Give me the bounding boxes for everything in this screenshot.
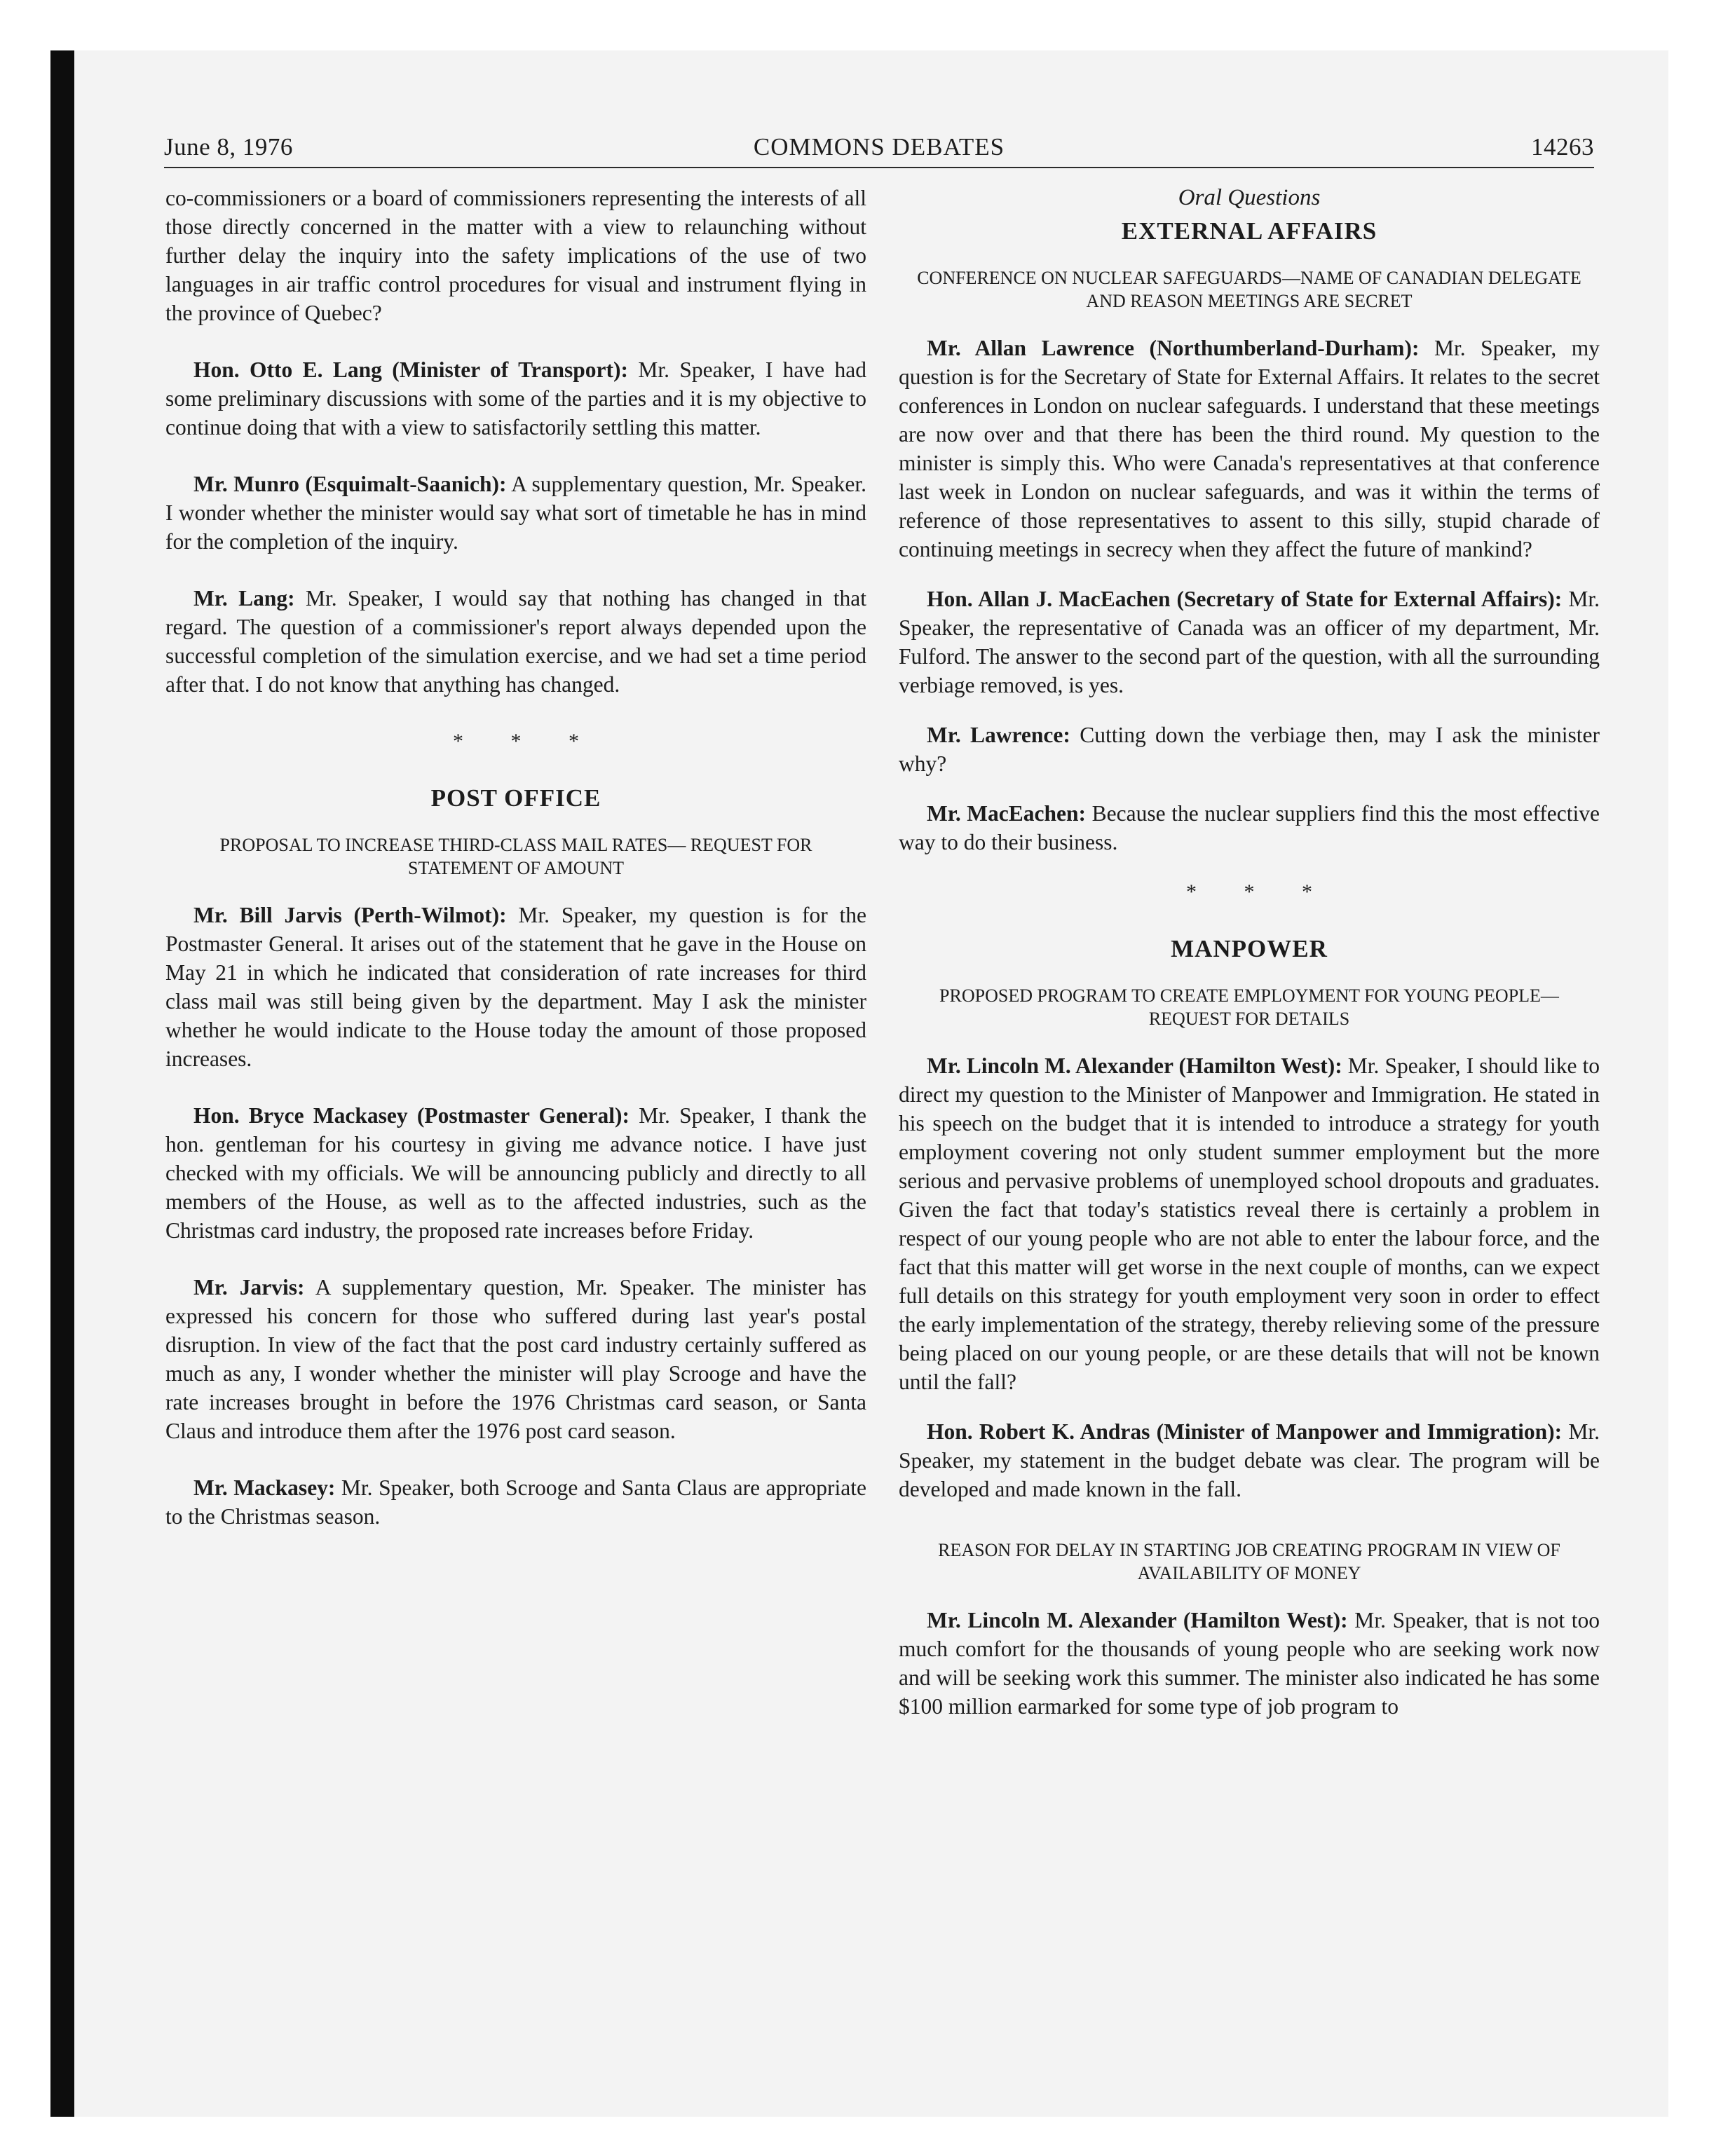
- speech-text: A supplementary question, Mr. Speaker. The minister has expressed his concern for those who suffered during last year's postal disruption. In view of the fact that the post card industry certainly suffered as much as any, I wonder whether the minister will play Scrooge and have the rate increases brought in before the 1976 Christmas card season, or Santa Claus and introduce them after the 1976 post card season.: [165, 1275, 866, 1443]
- speaker-name: Mr. Lincoln M. Alexander (Hamilton West):: [927, 1608, 1348, 1632]
- speech-text: Mr. Speaker, my question is for the Postmaster General. It arises out of the statement that he gave in the House on May 21 in which he indicated that consideration of rate increases for third class mail was still being given by the department. May I ask the minister whether he would indicate to the House today the amount of those proposed increases.: [165, 903, 866, 1071]
- right-column: [899, 184, 1600, 1742]
- section-kicker: Oral Questions: [1178, 185, 1321, 210]
- speaker-name: Hon. Otto E. Lang (Minister of Transport):: [193, 357, 628, 382]
- topic-heading: CONFERENCE ON NUCLEAR SAFEGUARDS—NAME OF CANADIAN DELEGATE AND REASON MEETINGS ARE SECRET: [917, 268, 1581, 311]
- speech-paragraph: [165, 470, 866, 556]
- speech-text: Mr. Speaker, I should like to direct my question to the Minister of Manpower and Immigration. He stated in his speech on the budget that it is intended to introduce a strategy for youth employment covering not only student summer employment but the more serious and pervasive problems of unemployed school dropouts and graduates. Given the fact that today's statistics reveal there is certainly a problem in respect of our young people who are not able to enter the labour force, and the fact that this matter will get worse in the next couple of months, can we expect full details on this strategy for youth employment very soon in order to effect the early implementation of the strategy, thereby relieving some of the pressure being placed on our young people, or are these details that will not be known until the fall?: [899, 1053, 1600, 1394]
- section-separator: * * *: [1186, 880, 1333, 903]
- speaker-name: Mr. Lincoln M. Alexander (Hamilton West):: [927, 1053, 1342, 1078]
- speech-text: Mr. Speaker, I have had some preliminary discussions with some of the parties and it is my objective to continue doing that with a view to satisfactorily settling this matter.: [165, 357, 867, 439]
- speech-paragraph: [165, 1473, 866, 1531]
- speech-text: Cutting down the verbiage then, may I ask the minister why?: [899, 723, 1600, 776]
- speech-paragraph: [899, 1606, 1600, 1721]
- speech-text: Mr. Speaker, my question is for the Secretary of State for External Affairs. It relates to the secret conferences in London on nuclear safeguards. I understand that these meetings are now over and that there has been the third round. My question to the minister is simply this. Who were Canada's representatives at that conference last week in London on nuclear safeguards, and was it within the terms of reference of those representatives to assent to this silly, stupid charade of continuing meetings in secrecy when they affect the future of mankind?: [899, 336, 1600, 561]
- section-separator: * * *: [453, 730, 600, 753]
- binding-edge: [50, 50, 74, 2117]
- speech-paragraph: [165, 584, 866, 699]
- subject-heading: POST OFFICE: [430, 784, 601, 812]
- speech-text: Mr. Speaker, I thank the hon. gentleman for his courtesy in giving me advance notice. I have just checked with my officials. We will be announcing publicly and directly to all members of the House, as well as to the affected industries, such as the Christmas card industry, the proposed rate increases before Friday.: [165, 1103, 866, 1243]
- speech-text: Mr. Speaker, both Scrooge and Santa Claus are appropriate to the Christmas season.: [165, 1475, 866, 1529]
- speaker-name: Mr. Lang:: [193, 586, 295, 610]
- topic-heading: REASON FOR DELAY IN STARTING JOB CREATING PROGRAM IN VIEW OF AVAILABILITY OF MONEY: [938, 1540, 1560, 1583]
- subject-heading: MANPOWER: [1171, 935, 1328, 962]
- speech-paragraph: [899, 799, 1600, 857]
- speech-text: Mr. Speaker, that is not too much comfort for the thousands of young people who are seeking work now and will be seeking work this summer. The minister also indicated he has some $100 million earmarked for some type of job program to: [899, 1608, 1600, 1719]
- speech-text: Mr. Speaker, my statement in the budget debate was clear. The program will be developed and made known in the fall.: [899, 1419, 1600, 1501]
- speaker-name: Mr. Bill Jarvis (Perth-Wilmot):: [193, 903, 507, 927]
- speech-paragraph: [165, 901, 866, 1073]
- speaker-name: Mr. Munro (Esquimalt-Saanich):: [193, 472, 507, 496]
- header-date: June 8, 1976: [164, 133, 293, 161]
- speech-paragraph: [165, 355, 866, 442]
- header-page-number: 14263: [1531, 133, 1594, 161]
- speech-paragraph: [899, 585, 1600, 700]
- header-journal-title: COMMONS DEBATES: [753, 133, 1005, 161]
- speaker-name: Hon. Allan J. MacEachen (Secretary of State for External Affairs):: [927, 587, 1563, 611]
- speaker-name: Mr. MacEachen:: [927, 801, 1087, 826]
- topic-heading: PROPOSAL TO INCREASE THIRD-CLASS MAIL RATES— REQUEST FOR STATEMENT OF AMOUNT: [219, 835, 812, 878]
- speech-paragraph: [899, 1417, 1600, 1503]
- speaker-name: Mr. Jarvis:: [193, 1275, 305, 1299]
- speech-text: Because the nuclear suppliers find this the most effective way to do their business.: [899, 801, 1600, 854]
- speech-paragraph: [899, 334, 1600, 564]
- speaker-name: Hon. Bryce Mackasey (Postmaster General):: [193, 1103, 630, 1128]
- paragraph-continued: co-commissioners or a board of commissioners representing the interests of all those directly concerned in the matter with a view to relaunching without further delay the inquiry into the safety implications of the use of two languages in air traffic control procedures for visual and instrument flying in the province of Quebec?: [165, 186, 866, 325]
- speech-text: Mr. Speaker, I would say that nothing has changed in that regard. The question of a commissioner's report always depended upon the successful completion of the simulation exercise, and we had set a time period after that. I do not know that anything has changed.: [165, 586, 866, 697]
- speech-text: Mr. Speaker, the representative of Canada was an officer of my department, Mr. Fulford. The answer to the second part of the question, with all the surrounding verbiage removed, is yes.: [899, 587, 1600, 697]
- speech-paragraph: [165, 1101, 866, 1245]
- speech-paragraph: [899, 721, 1600, 778]
- speech-paragraph: [899, 1051, 1600, 1396]
- speaker-name: Mr. Lawrence:: [927, 723, 1070, 747]
- speaker-name: Mr. Allan Lawrence (Northumberland-Durham):: [927, 336, 1420, 360]
- speech-paragraph: [165, 1273, 866, 1445]
- speaker-name: Hon. Robert K. Andras (Minister of Manpower and Immigration):: [927, 1419, 1563, 1444]
- header-rule: [164, 167, 1594, 168]
- running-head: [164, 133, 1594, 167]
- speaker-name: Mr. Mackasey:: [193, 1475, 336, 1500]
- speech-text: A supplementary question, Mr. Speaker. I wonder whether the minister would say what sort of timetable he has in mind for the completion of the inquiry.: [165, 472, 867, 554]
- left-column: [165, 184, 866, 1559]
- subject-heading: EXTERNAL AFFAIRS: [1121, 217, 1377, 245]
- topic-heading: PROPOSED PROGRAM TO CREATE EMPLOYMENT FOR YOUNG PEOPLE—REQUEST FOR DETAILS: [939, 985, 1559, 1029]
